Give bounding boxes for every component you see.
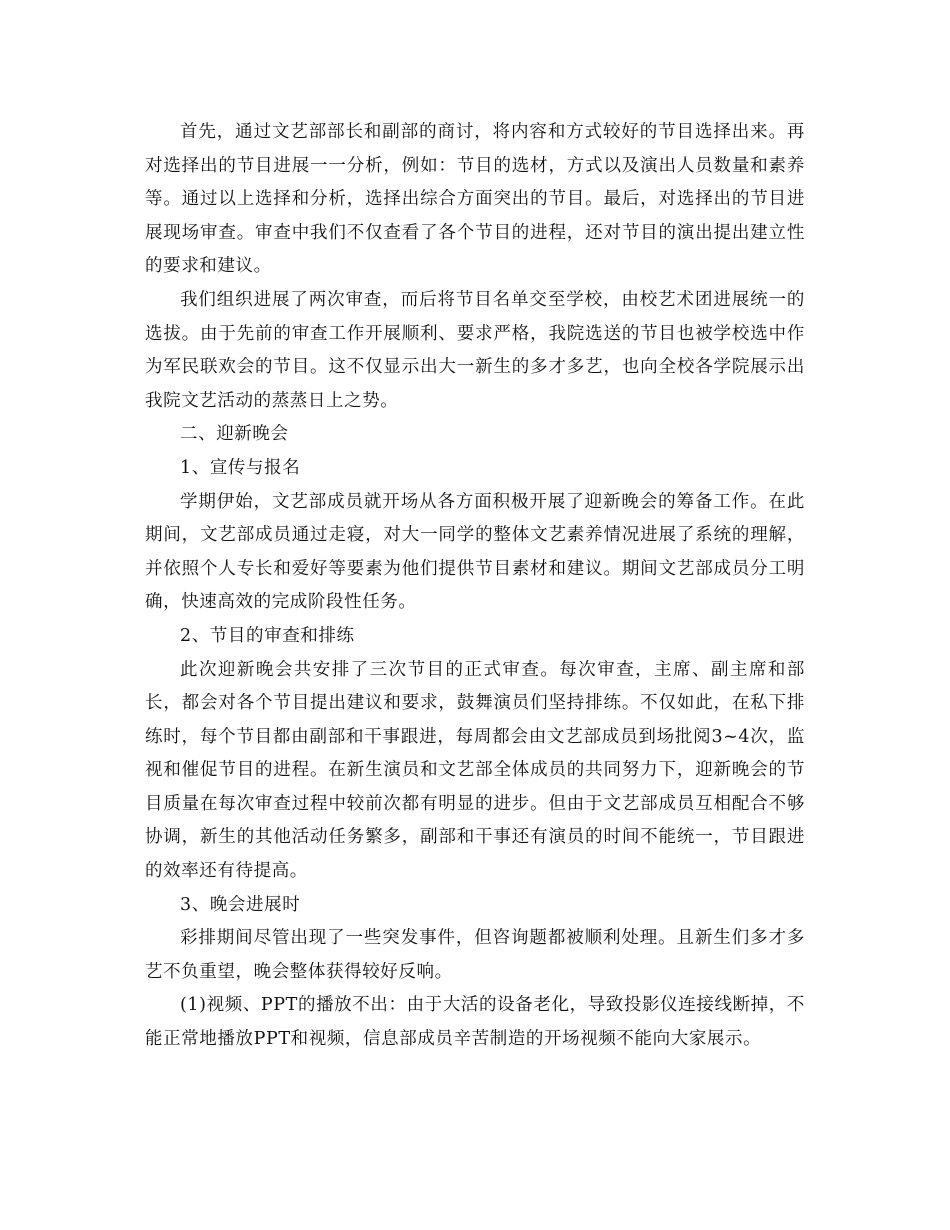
section-heading-welcome-party: 二、迎新晚会 (180, 424, 289, 445)
paragraph-party-progress: 彩排期间尽管出现了一些突发事件，但咨询题都被顺利处理。且新生们多才多艺不负重望，晚会整体获得较好反响。 (145, 928, 805, 982)
paragraph-publicity: 学期伊始，文艺部成员就开场从各方面积极开展了迎新晚会的筹备工作。在此期间，文艺部成员通过走寝，对大一同学的整体文艺素养情况进展了系统的理解，并依照个人专长和爱好等要素为他们提供节目素材和建议。期间文艺部成员分工明确，快速高效的完成阶段性任务。 (145, 491, 805, 613)
paragraph-review-rehearsal: 此次迎新晚会共安排了三次节目的正式审查。每次审查，主席、副主席和部长，都会对各个节目提出建议和要求，鼓舞演员们坚持排练。不仅如此，在私下排练时，每个节目都由副部和干事跟进，每周都会由文艺部成员到场批阅3~4次，监视和催促节目的进程。在新生演员和文艺部全体成员的共同努力下，迎新晚会的节目质量在每次审查过程中较前次都有明显的进步。但由于文艺部成员互相配合不够协调，新生的其他活动任务繁多，副部和干事还有演员的时间不能统一，节目跟进的效率还有待提高。 (145, 659, 805, 882)
subsection-heading-publicity: 1、宣传与报名 (180, 457, 301, 478)
document-page (145, 116, 805, 1057)
subsection-heading-party-progress: 3、晚会进展时 (180, 894, 301, 915)
subsection-heading-review-rehearsal: 2、节目的审查和排练 (180, 625, 355, 646)
paragraph-program-selection: 首先，通过文艺部部长和副部的商讨，将内容和方式较好的节目选择出来。再对选择出的节目进展一一分析，例如：节目的选材，方式以及演出人员数量和素养等。通过以上选择和分析，选择出综合方面突出的节目。最后，对选择出的节目进展现场审查。审查中我们不仅查看了各个节目的进程，还对节目的演出提出建立性的要求和建议。 (145, 122, 805, 277)
paragraph-review-results: 我们组织进展了两次审查，而后将节目名单交至学校，由校艺术团进展统一的选拔。由于先前的审查工作开展顺利、要求严格，我院选送的节目也被学校选中作为军民联欢会的节目。这不仅显示出大一新生的多才多艺，也向全校各学院展示出我院文艺活动的蒸蒸日上之势。 (145, 289, 805, 411)
paragraph-video-ppt-issue: (1)视频、PPT的播放不出：由于大活的设备老化，导致投影仪连接线断掉，不能正常地播放PPT和视频，信息部成员辛苦制造的开场视频不能向大家展示。 (145, 995, 805, 1050)
